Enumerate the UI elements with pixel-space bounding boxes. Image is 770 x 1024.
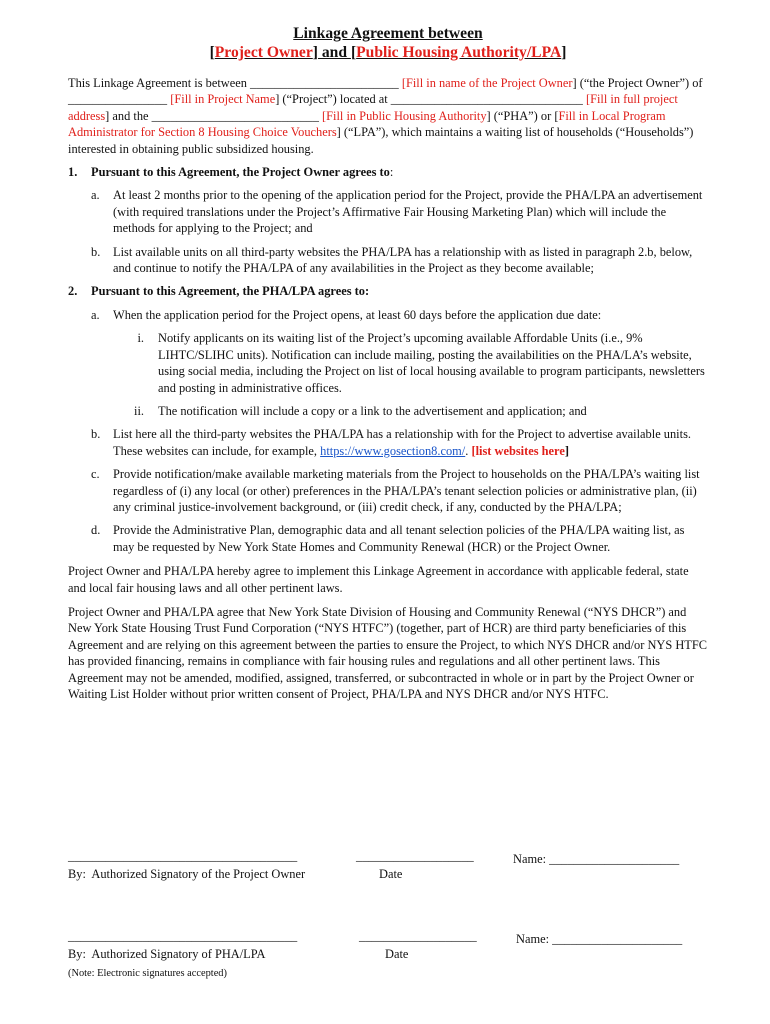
section-2-item-d: [68, 522, 708, 555]
third-party-beneficiary-paragraph: Project Owner and PHA/LPA agree that New York State Division of Housing and Community Renewal (“NYS DHCR”) and New York State Housing Trust Fund Corporation (“NYS HTFC”) (together, part of HCR) are third party beneficiaries of this Agreement and are relying on this agreement between the parties to ensure the Project, to which NYS DHCR and/or NYS HTFC has provided financing, remains in compliance with fair housing rules and regulations and all other pertinent laws. This Agreement may not be amended, modified, assigned, transferred, or subcontracted in whole or in part by the Project Owner or Waiting List Holder without prior written consent of Project, PHA/LPA and NYS DHCR and/or NYS HTFC.: [68, 604, 707, 701]
item-label: d.: [91, 523, 101, 538]
fill-list-websites: [list websites here: [471, 443, 565, 458]
intro-text-2: ] (“the Project Owner”) of ________________: [68, 76, 703, 107]
item-label: b.: [91, 244, 101, 259]
title-bracket-close-1: ]: [312, 44, 318, 61]
section-2-item-b: [68, 426, 708, 459]
subitem-text: The notification will include a copy or a link to the advertisement and application; and: [158, 403, 587, 418]
intro-text-1: This Linkage Agreement is between ________________________: [68, 76, 402, 90]
section-2-title: Pursuant to this Agreement, the PHA/LPA agrees to:: [91, 284, 370, 299]
section-2-item-a: [68, 307, 708, 323]
item-text: At least 2 months prior to the opening of the application period for the Project, provide the PHA/LPA an advertisement (with required translations under the Project’s Affirmative Fair Housing Marketing Plan) which will include the methods for applying to the Project; and: [113, 188, 703, 236]
electronic-signatures-note: (Note: Electronic signatures accepted): [68, 968, 227, 979]
fill-project-address: [Fill in full project address: [68, 92, 678, 123]
subitem-text: Notify applicants on its waiting list of the Project’s upcoming available Affordable Units (i.e., 9% LIHTC/SLIHC units). Notification can include mailing, posting the availabilities on the PHA/LA’s website, using social media, including the Project on list of local housing available to program participants, newsletters and posting in administrative offices.: [158, 331, 705, 395]
title-and: and: [317, 44, 351, 61]
title-bracket-close-2: ]: [561, 44, 567, 61]
title-pha-placeholder: Public Housing Authority/LPA: [356, 44, 562, 61]
section-1-number: 1.: [68, 165, 78, 180]
owner-signature-label: By: Authorized Signatory of the Project Owner: [68, 867, 306, 881]
intro-text-6: ] (“LPA”), which maintains a waiting list of households (“Households”) interested in obtaining public subsidized housing.: [68, 125, 694, 156]
pha-date-label: Date: [385, 947, 409, 961]
document-body: [68, 24, 708, 702]
fill-lpa-name: Fill in Local Program Administrator for Section 8 Housing Choice Vouchers: [68, 108, 666, 140]
item-label: a.: [91, 307, 100, 322]
title-line-1: Linkage Agreement between: [293, 25, 483, 42]
fill-pha-name: [Fill in Public Housing Authority: [322, 108, 487, 123]
item-text: Provide the Administrative Plan, demographic data and all tenant selection policies of the PHA/LPA waiting list, as may be requested by New York State Homes and Community Renewal (HCR) or the Project Owner.: [113, 523, 685, 554]
intro-paragraph: [68, 75, 708, 157]
document-title: [68, 24, 708, 62]
section-2-number: 2.: [68, 284, 78, 299]
section-1-heading: [68, 164, 708, 180]
item-text: When the application period for the Project opens, at least 60 days before the application due date:: [113, 307, 602, 322]
title-bracket-open-1: [: [209, 44, 215, 61]
intro-text-5: ] (“PHA”) or [: [486, 108, 559, 123]
owner-name-field[interactable]: Name: _____________________: [513, 852, 680, 866]
item-text: Provide notification/make available marketing materials from the Project to households on the PHA/LPA’s waiting list regardless of (i) any local (or other) preferences in the PHA/LPA’s tenant selection policies or administrative plan, (ii) any criminal justice-involvement background, or (iii) credit check, if any, conducted by the PHA/LPA;: [113, 467, 700, 514]
section-2-item-c: [68, 466, 708, 515]
title-project-owner-placeholder: Project Owner: [214, 44, 313, 61]
subitem-label: ii.: [134, 403, 144, 418]
item-label: c.: [91, 467, 100, 482]
section-1-colon: :: [389, 165, 394, 180]
owner-date-label: Date: [379, 867, 403, 881]
item-label: b.: [91, 427, 101, 442]
title-bracket-open-2: [: [350, 44, 357, 61]
fill-project-owner-name: [Fill in name of the Project Owner: [401, 76, 573, 90]
section-2-subitem-i: [68, 330, 708, 396]
fill-project-name: [Fill in Project Name: [170, 92, 276, 107]
pha-signature-label: By: Authorized Signatory of PHA/LPA: [68, 947, 266, 961]
section-1-item-a: [68, 187, 708, 236]
fill-bracket-close: ]: [564, 443, 569, 458]
intro-text-3: ] (“Project”) located at _______________________________: [275, 92, 586, 107]
section-2-subitem-ii: [68, 403, 708, 419]
subitem-label: i.: [137, 331, 144, 346]
item-text: List available units on all third-party websites the PHA/LPA has a relationship with as listed in paragraph 2.b, below, and continue to notify the PHA/LPA of any availabilities in the Project as they become available;: [113, 244, 693, 276]
item-text-after-link: .: [465, 443, 472, 458]
section-2-heading: [68, 283, 708, 299]
gosection8-link[interactable]: https://www.gosection8.com/: [320, 443, 466, 458]
section-1-item-b: [68, 244, 708, 277]
section-1-title: Pursuant to this Agreement, the Project Owner agrees to: [91, 165, 390, 180]
pha-signature-line[interactable]: _____________________________________: [68, 929, 298, 943]
owner-signature-line[interactable]: _____________________________________: [68, 849, 298, 863]
title-line-2: [68, 43, 708, 62]
owner-date-line[interactable]: ___________________: [356, 849, 474, 863]
pha-name-field[interactable]: Name: _____________________: [516, 932, 683, 946]
compliance-paragraph: Project Owner and PHA/LPA hereby agree to implement this Linkage Agreement in accordance with applicable federal, state and local fair housing laws and all other pertinent laws.: [68, 564, 689, 595]
intro-text-4: ] and the ___________________________: [105, 108, 322, 123]
item-text: List here all the third-party websites the PHA/LPA has a relationship with for the Project to advertise available units. These websites can include, for example,: [113, 427, 691, 458]
item-label: a.: [91, 188, 100, 203]
pha-date-line[interactable]: ___________________: [359, 929, 477, 943]
